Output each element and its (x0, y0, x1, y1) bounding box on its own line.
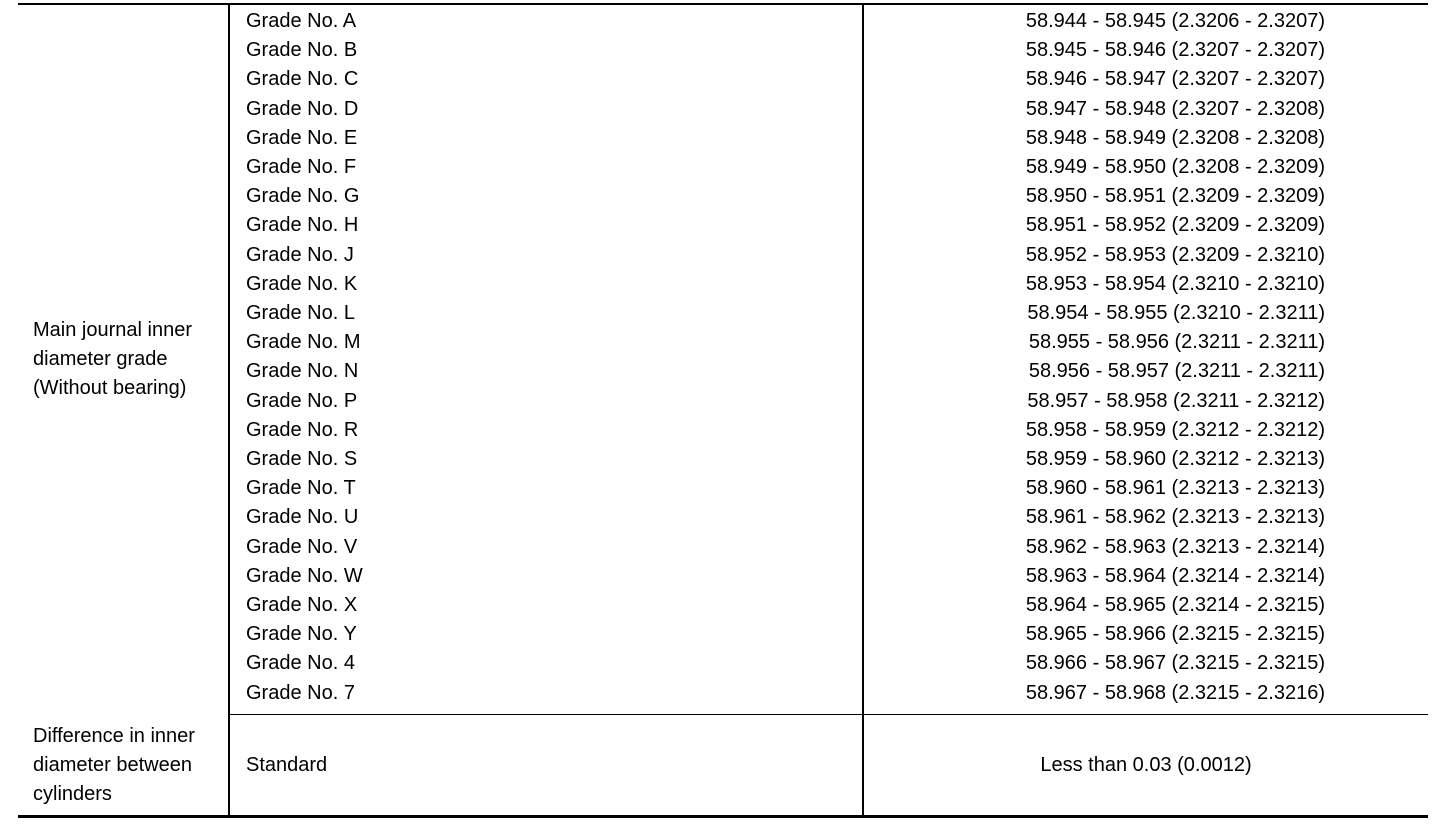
value-cell: 58.955 - 58.956 (2.3211 - 2.3211) (1028, 331, 1325, 354)
grade-cell: Grade No. C (229, 65, 863, 94)
value-cell: 58.959 - 58.960 (2.3212 - 2.3213) (1025, 448, 1325, 471)
value-cell: 58.966 - 58.967 (2.3215 - 2.3215) (1025, 652, 1325, 675)
item-cell-difference (18, 714, 229, 817)
value-cell: 58.948 - 58.949 (2.3208 - 2.3208) (1025, 126, 1325, 149)
item-label-line: cylinders (33, 783, 112, 806)
value-cell: 58.967 - 58.968 (2.3215 - 2.3216) (863, 679, 1428, 715)
grade-cell: Grade No. R (229, 416, 863, 445)
grade-cell: Grade No. W (229, 562, 863, 591)
value-cell: 58.964 - 58.965 (2.3214 - 2.3215) (1025, 594, 1325, 617)
table-row (18, 562, 1428, 591)
table-row (18, 679, 1428, 715)
grade-cell: Grade No. P (229, 387, 863, 416)
value-cell: 58.949 - 58.950 (2.3208 - 2.3209) (1025, 156, 1325, 179)
table-row (18, 36, 1428, 65)
item-label-line: (Without bearing) (33, 377, 187, 400)
table-row (18, 591, 1428, 620)
table-row (18, 241, 1428, 270)
item-label-line: diameter between (33, 754, 192, 777)
grade-cell: Grade No. 7 (229, 679, 863, 715)
value-cell: 58.962 - 58.963 (2.3213 - 2.3214) (1025, 535, 1325, 558)
table-row (18, 65, 1428, 94)
table-row (18, 649, 1428, 678)
table-row (18, 387, 1428, 416)
item-label-line: Main journal inner (33, 319, 192, 342)
grade-cell: Grade No. N (229, 357, 863, 386)
grade-cell: Grade No. K (229, 270, 863, 299)
standard-cell: Standard (229, 714, 863, 817)
table-row (18, 416, 1428, 445)
value-cell: 58.960 - 58.961 (2.3213 - 2.3213) (1025, 477, 1325, 500)
grade-cell: Grade No. J (229, 241, 863, 270)
table-row (18, 4, 1428, 36)
value-cell: 58.961 - 58.962 (2.3213 - 2.3213) (1025, 506, 1325, 529)
grade-cell: Grade No. G (229, 182, 863, 211)
grade-cell: Grade No. H (229, 211, 863, 240)
grade-cell: Grade No. B (229, 36, 863, 65)
table-row-difference (18, 714, 1428, 817)
table-row (18, 503, 1428, 532)
grade-cell: Grade No. F (229, 153, 863, 182)
table-row (18, 95, 1428, 124)
table-row (18, 328, 1428, 357)
table-row (18, 211, 1428, 240)
item-cell-journal-grade (18, 4, 229, 714)
table-row (18, 270, 1428, 299)
grade-cell: Grade No. Y (229, 620, 863, 649)
table-row (18, 182, 1428, 211)
grade-cell: Grade No. X (229, 591, 863, 620)
grade-cell: Grade No. E (229, 124, 863, 153)
value-cell: 58.957 - 58.958 (2.3211 - 2.3212) (1027, 389, 1325, 412)
grade-cell: Grade No. T (229, 474, 863, 503)
grade-cell: Grade No. U (229, 503, 863, 532)
value-cell: 58.954 - 58.955 (2.3210 - 2.3211) (1027, 302, 1325, 325)
value-cell: 58.945 - 58.946 (2.3207 - 2.3207) (1025, 39, 1325, 62)
table-row (18, 299, 1428, 328)
table-row (18, 153, 1428, 182)
value-cell: 58.965 - 58.966 (2.3215 - 2.3215) (1025, 623, 1325, 646)
grade-cell: Grade No. S (229, 445, 863, 474)
value-cell: 58.946 - 58.947 (2.3207 - 2.3207) (1025, 68, 1325, 91)
table-row (18, 533, 1428, 562)
value-cell: 58.956 - 58.957 (2.3211 - 2.3211) (1028, 360, 1325, 383)
spec-table (18, 3, 1428, 818)
table-row (18, 124, 1428, 153)
table-row (18, 357, 1428, 386)
grade-cell: Grade No. A (229, 4, 863, 36)
grade-cell: Grade No. V (229, 533, 863, 562)
item-label-line: Difference in inner (33, 725, 195, 748)
grade-cell: Grade No. L (229, 299, 863, 328)
table-row (18, 445, 1428, 474)
value-cell: 58.947 - 58.948 (2.3207 - 2.3208) (1025, 97, 1325, 120)
value-cell: 58.944 - 58.945 (2.3206 - 2.3207) (863, 4, 1428, 36)
grade-cell: Grade No. D (229, 95, 863, 124)
table-body (18, 4, 1428, 817)
value-cell: 58.952 - 58.953 (2.3209 - 2.3210) (1025, 243, 1325, 266)
value-cell: 58.958 - 58.959 (2.3212 - 2.3212) (1025, 418, 1325, 441)
difference-value-cell: Less than 0.03 (0.0012) (863, 714, 1428, 817)
table-row (18, 620, 1428, 649)
grade-cell: Grade No. 4 (229, 649, 863, 678)
value-cell: 58.950 - 58.951 (2.3209 - 2.3209) (1025, 185, 1325, 208)
value-cell: 58.953 - 58.954 (2.3210 - 2.3210) (1025, 272, 1325, 295)
table-row (18, 474, 1428, 503)
value-cell: 58.951 - 58.952 (2.3209 - 2.3209) (1025, 214, 1325, 237)
value-cell: 58.963 - 58.964 (2.3214 - 2.3214) (1025, 564, 1325, 587)
grade-cell: Grade No. M (229, 328, 863, 357)
item-label-line: diameter grade (33, 348, 168, 371)
